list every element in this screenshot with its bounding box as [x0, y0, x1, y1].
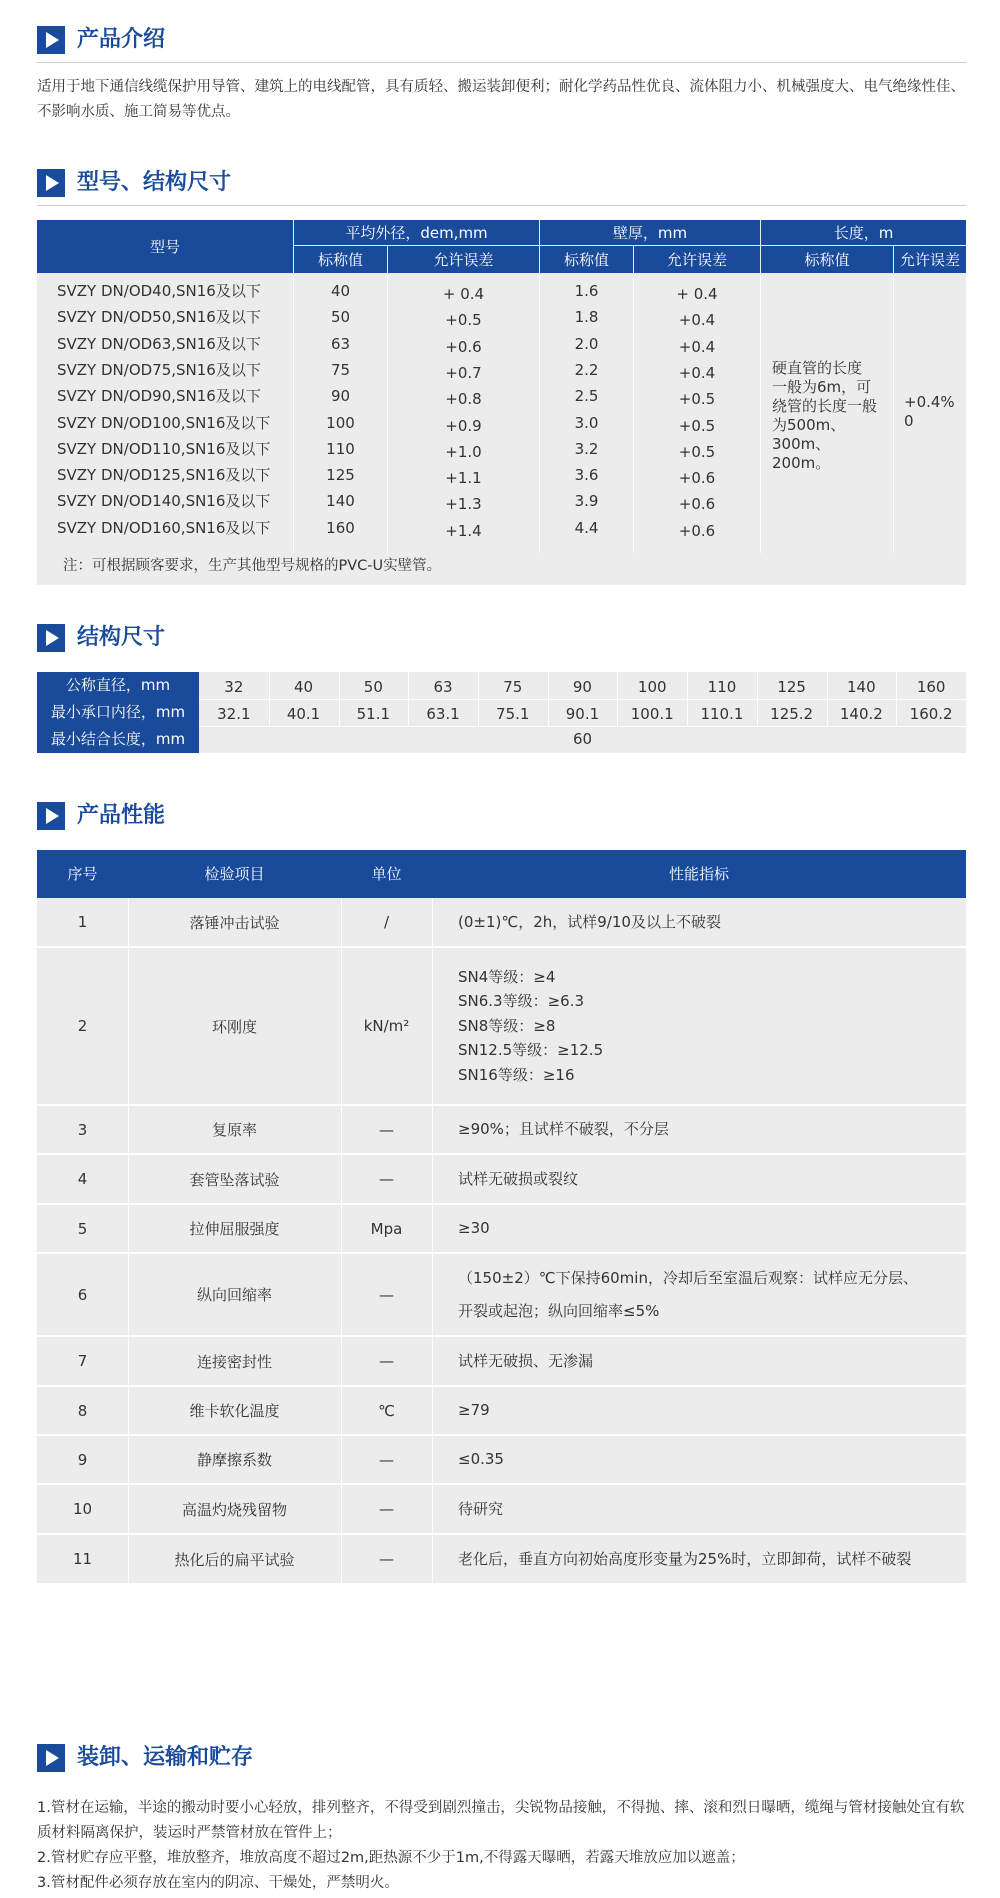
row-number: 2: [77, 1017, 88, 1035]
test-item: 连接密封性: [196, 1352, 272, 1371]
model-name-cell: SVZY DN/OD40,SN16及以下: [57, 282, 261, 300]
section-header-handling: [37, 1730, 966, 1780]
header-no: 序号: [67, 865, 98, 883]
min-socket-cell: 40.1: [286, 705, 321, 723]
wall-nominal-cell: 3.2: [574, 439, 599, 458]
wall-tolerance-cell: + 0.4: [676, 285, 718, 303]
spec-line: (0±1)℃，2h，试样9/10及以上不破裂: [458, 912, 721, 931]
nominal-diameter-cell: 100: [637, 678, 667, 696]
spec-text: [458, 1398, 490, 1423]
spec-text: [458, 1547, 911, 1572]
unit-cell: —: [379, 1352, 394, 1370]
od-nominal-cell: 110: [326, 439, 355, 458]
spec-line: SN16等级：≥16: [458, 1065, 575, 1084]
spec-text: [458, 1216, 490, 1241]
header-tolerance: 允许误差: [634, 246, 760, 273]
arrow-icon: [37, 802, 65, 830]
length-nominal-text: [772, 359, 892, 473]
handling-line: 2.管材贮存应平整，堆放整齐，堆放高度不超过2m,距热源不少于1m,不得露天曝晒，若露天堆放应加以遮盖；: [37, 1850, 745, 1866]
text-line: +0.4%: [904, 393, 955, 411]
spec-line: （150±2）℃下保持60min，冷却后至室温后观察：试样应无分层、: [458, 1268, 918, 1287]
od-nominal-cell: 40: [330, 282, 351, 300]
section-header-intro: [37, 12, 966, 63]
header-outer-diameter: 平均外径，dem,mm: [294, 220, 539, 245]
row-label-length: 最小结合长度，mm: [37, 726, 199, 753]
table-row: [37, 1387, 966, 1434]
row-number: 7: [77, 1352, 88, 1370]
table-row: [37, 1106, 966, 1153]
header-nominal: 标称值: [761, 246, 893, 273]
unit-cell: —: [379, 1120, 394, 1139]
table-row: [37, 1205, 966, 1252]
spec-line: SN6.3等级：≥6.3: [458, 992, 585, 1011]
section-header-performance: [37, 788, 966, 838]
text-line: 0: [904, 412, 914, 430]
test-item: 纵向回缩率: [196, 1286, 272, 1304]
spec-line: 老化后，垂直方向初始高度形变量为25%时，立即卸荷，试样不破裂: [458, 1549, 912, 1568]
test-item: 拉伸屈服强度: [189, 1220, 280, 1238]
spec-cell: [432, 1436, 966, 1483]
row-number: 3: [77, 1120, 88, 1139]
arrow-icon: [37, 1744, 65, 1772]
wall-tolerance-cell: +0.6: [678, 469, 716, 488]
wall-nominal-cell: 3.9: [574, 492, 599, 511]
row-number: 8: [77, 1401, 88, 1420]
row-number: 9: [77, 1450, 88, 1469]
handling-line: 3.管材配件必须存放在室内的阴凉、干燥处，严禁明火。: [37, 1875, 399, 1891]
text-line: 绕管的长度一般: [772, 397, 878, 415]
header-tolerance: 允许误差: [388, 246, 539, 273]
nominal-diameter-cell: 140: [847, 678, 876, 696]
table-row: [37, 1254, 966, 1335]
nominal-diameter-cell: 32: [224, 678, 244, 696]
min-socket-cell: 125.2: [770, 705, 814, 723]
unit-cell: ℃: [378, 1401, 395, 1420]
table-row: [37, 1485, 966, 1533]
model-name-cell: SVZY DN/OD125,SN16及以下: [57, 466, 271, 485]
spec-text: [458, 1167, 578, 1192]
wall-nominal-cell: 1.8: [574, 308, 599, 327]
table-row: [37, 1436, 966, 1483]
section-title: 产品介绍: [77, 27, 166, 52]
test-item: 落锤冲击试验: [189, 913, 280, 932]
model-name-cell: SVZY DN/OD75,SN16及以下: [57, 360, 261, 379]
length-tolerance-text: [904, 393, 979, 431]
od-nominal-cell: 90: [330, 387, 351, 406]
spec-cell: [432, 1485, 966, 1533]
wall-tolerance-cell: +0.4: [678, 337, 716, 356]
arrow-icon: [37, 624, 65, 652]
spec-line: ≥90%；且试样不破裂，不分层: [458, 1120, 669, 1139]
od-tolerance-cell: +1.4: [445, 521, 482, 540]
model-name-cell: SVZY DN/OD140,SN16及以下: [57, 492, 271, 511]
spec-line: SN4等级：≥4: [458, 967, 556, 986]
model-name-cell: SVZY DN/OD160,SN16及以下: [57, 518, 271, 537]
wall-tolerance-cell: +0.6: [678, 495, 716, 514]
spec-text: [458, 1447, 504, 1472]
section-title: 装卸、运输和贮存: [77, 1745, 254, 1770]
header-wall-thickness: 壁厚，mm: [540, 220, 760, 245]
section-title: 结构尺寸: [77, 625, 166, 650]
model-size-table: [37, 220, 966, 585]
od-tolerance-cell: + 0.4: [442, 285, 485, 303]
od-nominal-cell: 125: [326, 466, 355, 485]
min-socket-cell: 160.2: [909, 705, 953, 723]
section-title: 产品性能: [77, 803, 166, 828]
test-item: 复原率: [211, 1121, 257, 1139]
spec-cell: [432, 1205, 966, 1252]
unit-cell: —: [379, 1285, 394, 1304]
handling-line: 1.管材在运输，半途的搬动时要小心轻放，排列整齐，不得受到剧烈撞击，尖锐物品接触，不得抛、摔、滚和烈日曝晒，缆绳与管材接触处宜有软质材料隔离保护，装运时严禁管材放在管件上；: [37, 1800, 965, 1841]
min-socket-cell: 90.1: [565, 705, 600, 723]
test-item: 静摩擦系数: [196, 1451, 272, 1469]
table-row: [37, 1337, 966, 1385]
performance-table: [37, 850, 966, 1718]
table-row: [37, 898, 966, 946]
model-name-cell: SVZY DN/OD63,SN16及以下: [57, 334, 261, 353]
wall-tolerance-cell: +0.5: [678, 442, 716, 461]
spec-text: [458, 1497, 503, 1522]
row-label-socket: 最小承口内径，mm: [37, 699, 199, 726]
unit-cell: —: [379, 1500, 394, 1518]
min-socket-cell: 32.1: [217, 705, 251, 723]
test-item: 维卡软化温度: [189, 1402, 280, 1420]
handling-paragraph: [37, 1796, 966, 1896]
min-socket-cell: 140.2: [839, 705, 883, 723]
test-item: 高温灼烧残留物: [181, 1500, 287, 1519]
spec-cell: [432, 1387, 966, 1434]
spec-line: 开裂或起泡；纵向回缩率≤5%: [458, 1301, 660, 1320]
row-number: 5: [77, 1219, 88, 1238]
row-number: 11: [72, 1550, 93, 1568]
unit-cell: /: [383, 913, 390, 931]
section-title: 型号、结构尺寸: [77, 170, 232, 195]
table-row: [37, 948, 966, 1104]
nominal-diameter-cell: 50: [363, 678, 383, 696]
spec-cell: [432, 898, 966, 946]
text-line: 200m。: [772, 454, 831, 472]
nominal-diameter-cell: 40: [293, 678, 314, 696]
model-name-cell: SVZY DN/OD90,SN16及以下: [57, 387, 261, 406]
unit-cell: —: [379, 1450, 394, 1469]
nominal-diameter-cell: 160: [916, 678, 946, 696]
wall-nominal-cell: 2.0: [574, 334, 599, 353]
od-tolerance-cell: +1.0: [445, 442, 482, 461]
od-nominal-cell: 160: [326, 518, 355, 537]
od-nominal-cell: 63: [330, 334, 351, 353]
od-nominal-cell: 140: [326, 492, 355, 511]
nominal-diameter-cell: 75: [503, 678, 523, 696]
spec-text: [458, 1262, 918, 1328]
table-header: [37, 850, 966, 898]
wall-nominal-cell: 3.6: [574, 466, 599, 485]
section-header-model: [37, 155, 966, 206]
wall-nominal-cell: 2.2: [574, 360, 599, 379]
wall-nominal-cell: 4.4: [574, 518, 599, 537]
wall-tolerance-cell: +0.5: [678, 416, 716, 435]
row-label-nominal: 公称直径，mm: [37, 672, 199, 699]
header-item: 检验项目: [204, 865, 265, 883]
table-row: [37, 1155, 966, 1203]
test-item: 热化后的扁平试验: [174, 1550, 295, 1569]
od-tolerance-cell: +0.6: [445, 337, 482, 356]
od-tolerance-cell: +0.8: [445, 390, 482, 409]
unit-cell: —: [379, 1550, 394, 1568]
wall-nominal-cell: 3.0: [574, 413, 599, 432]
od-nominal-cell: 50: [330, 308, 351, 327]
unit-cell: —: [379, 1170, 394, 1188]
wall-tolerance-cell: +0.6: [678, 521, 716, 540]
header-unit: 单位: [371, 865, 402, 883]
min-length-value: 60: [572, 730, 593, 748]
table-note: 注：可根据顾客要求，生产其他型号规格的PVC-U实壁管。: [63, 558, 442, 574]
od-tolerance-cell: +0.5: [445, 311, 482, 330]
section-header-structure: [37, 610, 966, 660]
header-model: 型号: [37, 220, 293, 273]
wall-tolerance-cell: +0.4: [678, 311, 716, 330]
spec-cell: [432, 1337, 966, 1385]
unit-cell: kN/m²: [363, 1017, 410, 1035]
test-item: 环刚度: [211, 1017, 257, 1036]
min-socket-cell: 75.1: [496, 705, 530, 723]
od-tolerance-cell: +1.3: [445, 495, 482, 514]
header-spec: 性能指标: [668, 865, 729, 883]
row-number: 10: [72, 1500, 93, 1518]
spec-line: 待研究: [458, 1499, 504, 1518]
min-socket-cell: 100.1: [630, 705, 674, 723]
spec-line: 试样无破损、无渗漏: [458, 1351, 594, 1370]
spec-cell: [432, 948, 966, 1104]
wall-tolerance-cell: +0.5: [678, 390, 716, 409]
text-line: 硬直管的长度: [772, 359, 863, 377]
spec-text: [458, 965, 603, 1088]
spec-line: ≤0.35: [458, 1450, 504, 1469]
model-name-cell: SVZY DN/OD100,SN16及以下: [57, 413, 271, 432]
spec-cell: [432, 1106, 966, 1153]
arrow-icon: [37, 26, 65, 54]
spec-line: SN12.5等级：≥12.5: [458, 1041, 604, 1060]
header-nominal: 标称值: [294, 246, 387, 273]
table-row: [37, 1535, 966, 1583]
column-divider: [760, 273, 761, 553]
nominal-diameter-cell: 63: [433, 678, 453, 696]
structure-size-table: [37, 672, 966, 753]
min-socket-cell: 51.1: [356, 705, 391, 723]
test-item: 套管坠落试验: [189, 1170, 280, 1189]
arrow-icon: [37, 169, 65, 197]
model-name-cell: SVZY DN/OD50,SN16及以下: [57, 308, 261, 327]
column-divider: [893, 273, 894, 553]
spec-text: [458, 910, 721, 935]
text-line: 一般为6m，可: [772, 378, 872, 396]
wall-tolerance-cell: +0.4: [678, 363, 716, 382]
nominal-diameter-cell: 125: [777, 678, 806, 696]
spec-cell: [432, 1254, 966, 1335]
nominal-diameter-cell: 110: [707, 678, 737, 696]
row-number: 6: [77, 1285, 88, 1304]
wall-nominal-cell: 1.6: [574, 282, 599, 300]
wall-nominal-cell: 2.5: [574, 387, 599, 406]
od-tolerance-cell: +0.7: [445, 363, 482, 382]
text-line: 为500m、300m、: [772, 416, 846, 453]
od-tolerance-cell: +1.1: [445, 469, 482, 488]
spec-line: 试样无破损或裂纹: [458, 1169, 579, 1188]
row-number: 1: [77, 913, 88, 931]
nominal-diameter-cell: 90: [572, 678, 592, 696]
intro-paragraph: 适用于地下通信线缆保护用导管、建筑上的电线配管，具有质轻、搬运装卸便利；耐化学药品性优良、流体阻力小、机械强度大、电气绝缘性佳、不影响水质、施工简易等优点。: [37, 79, 965, 120]
spec-cell: [432, 1155, 966, 1203]
spec-cell: [432, 1535, 966, 1583]
spec-text: [458, 1349, 593, 1374]
od-nominal-cell: 75: [330, 360, 351, 379]
header-length: 长度，m: [761, 220, 966, 245]
row-number: 4: [77, 1170, 88, 1188]
od-nominal-cell: 100: [326, 413, 355, 432]
unit-cell: Mpa: [370, 1219, 403, 1238]
spec-text: [458, 1117, 669, 1142]
header-nominal: 标称值: [540, 246, 633, 273]
spec-line: ≥30: [458, 1219, 490, 1238]
min-socket-cell: 63.1: [426, 705, 460, 723]
spec-line: ≥79: [458, 1401, 490, 1420]
od-tolerance-cell: +0.9: [445, 416, 482, 435]
min-socket-cell: 110.1: [700, 705, 744, 723]
model-name-cell: SVZY DN/OD110,SN16及以下: [57, 439, 271, 458]
spec-line: SN8等级：≥8: [458, 1016, 556, 1035]
header-tolerance: 允许误差: [894, 246, 966, 273]
